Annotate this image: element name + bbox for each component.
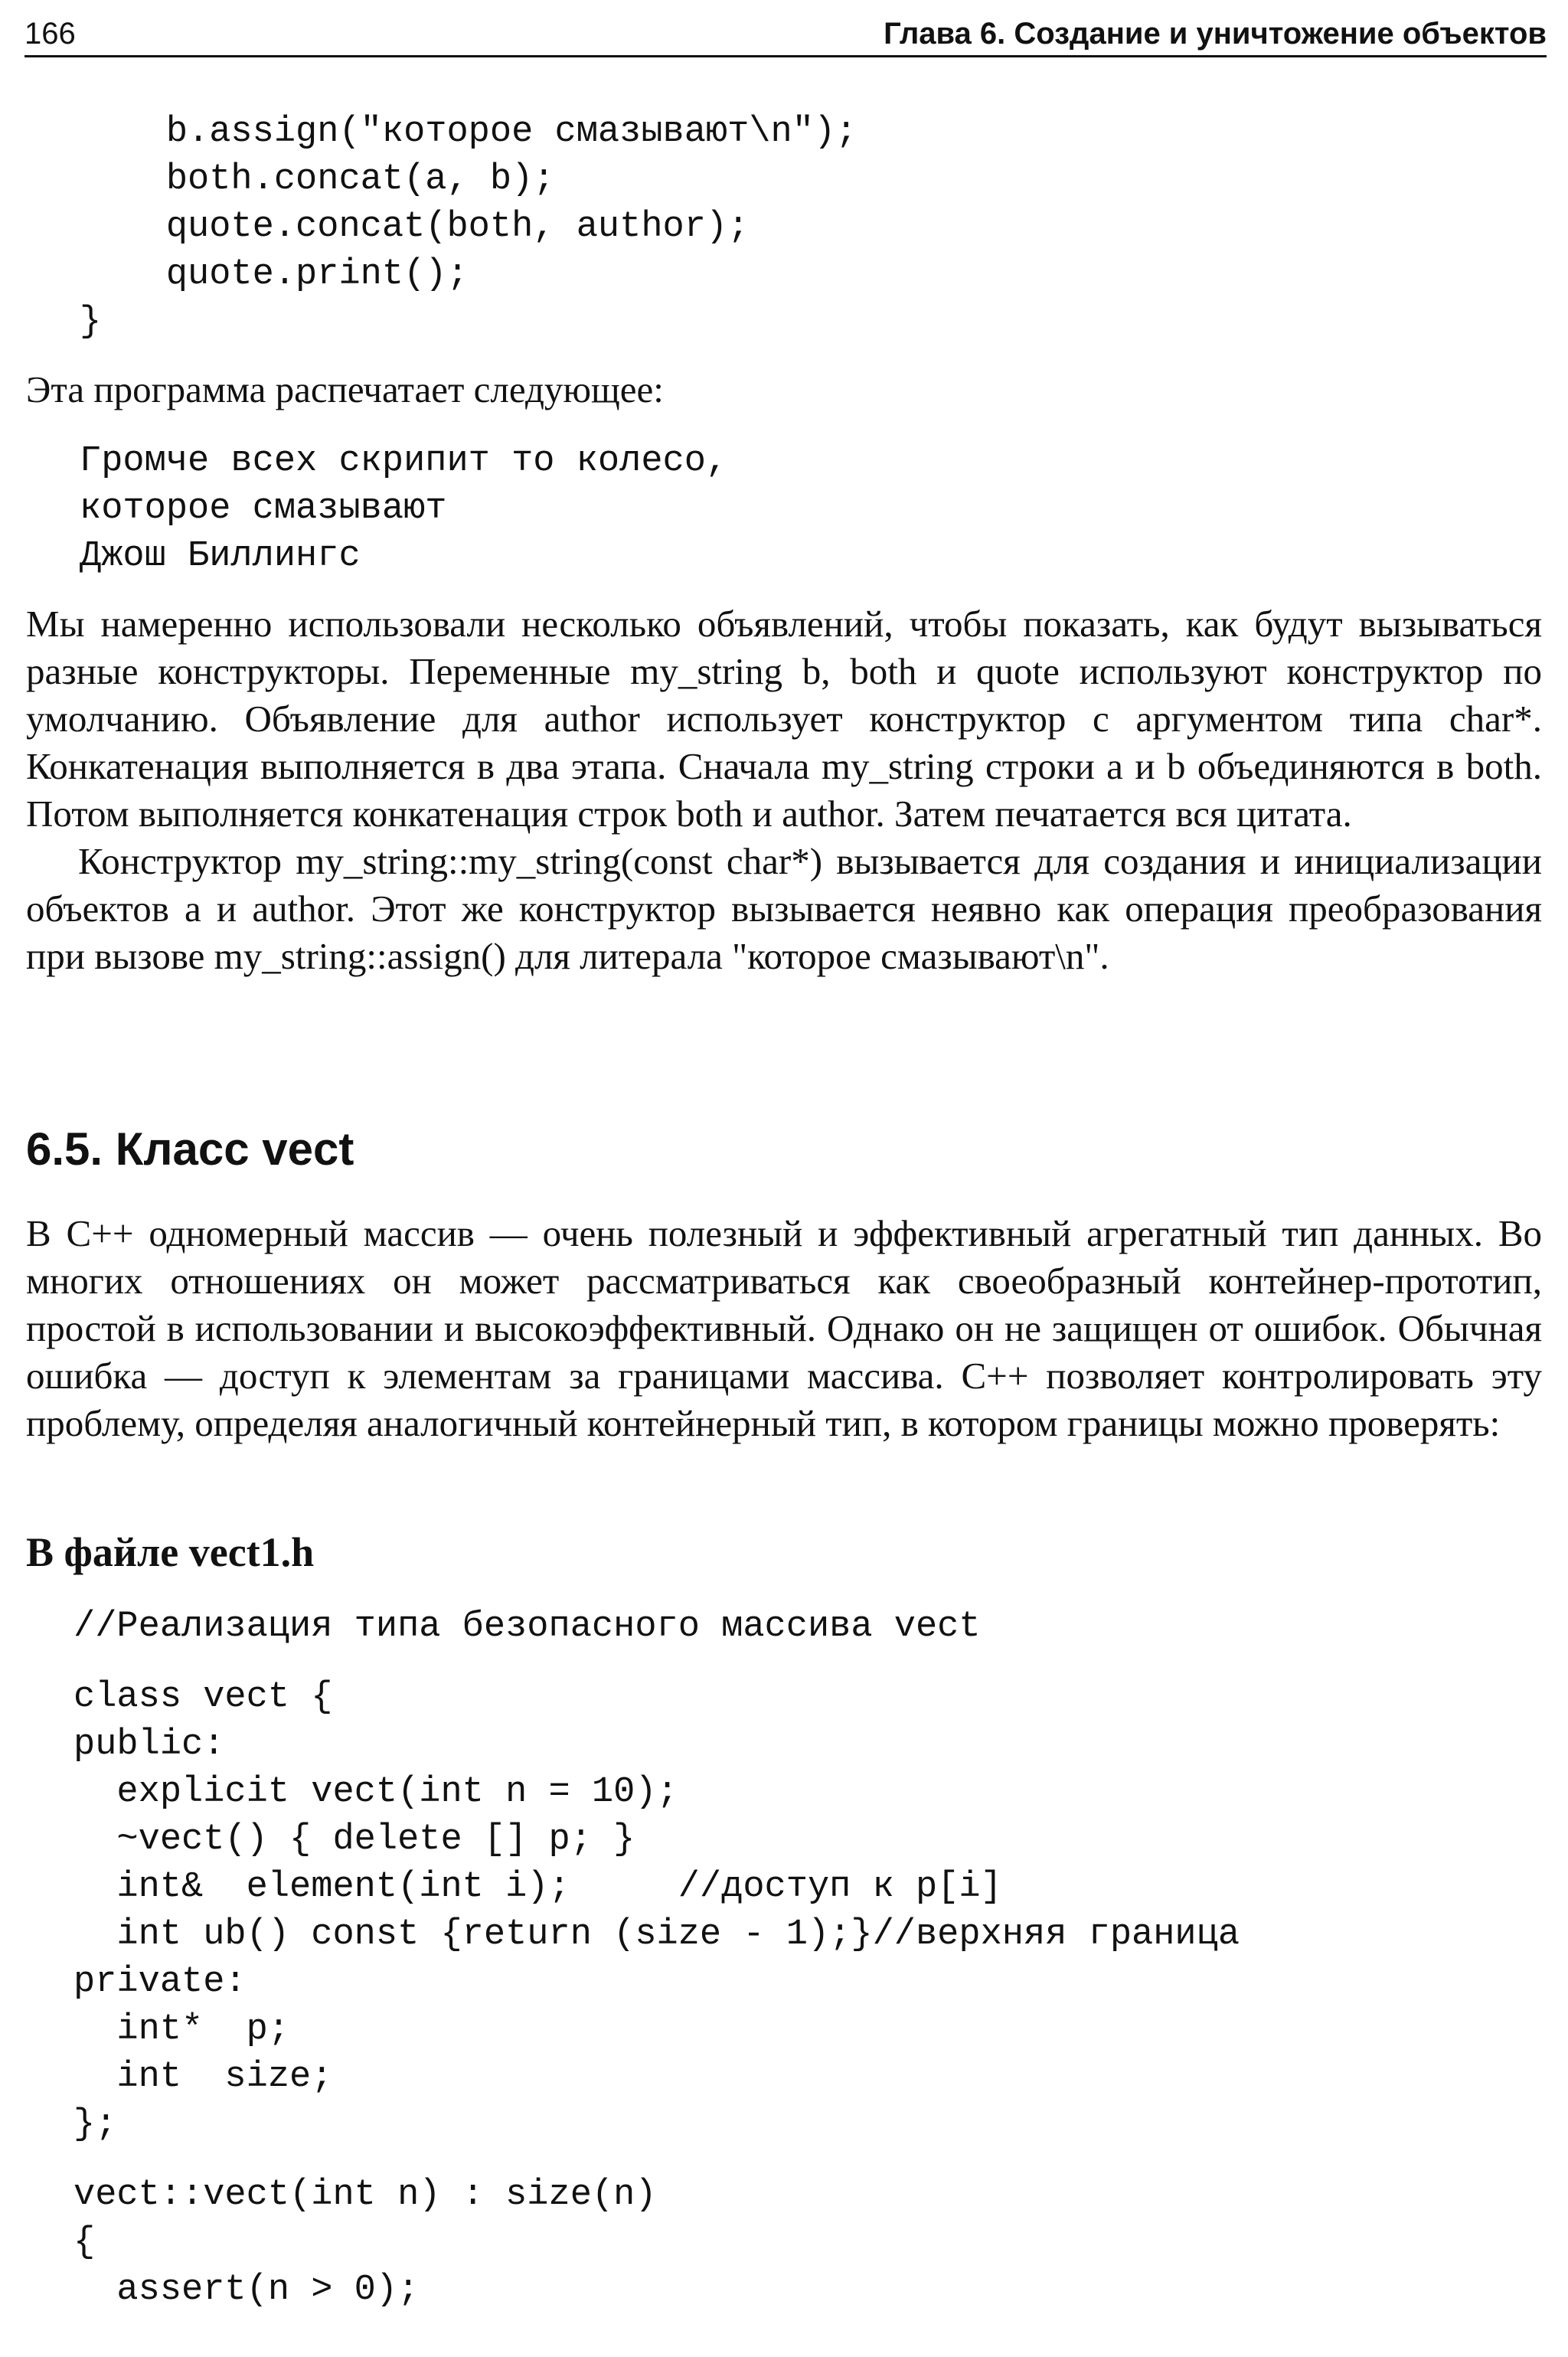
code-line: int* p; [74, 2009, 290, 2050]
code-line: vect::vect(int n) : size(n) [74, 2175, 657, 2215]
file-heading: В файле vect1.h [26, 1529, 315, 1575]
code-line: assert(n > 0); [74, 2270, 420, 2310]
code-line: both.concat(a, b); [80, 159, 555, 200]
code-line: quote.print(); [80, 254, 469, 295]
output-line: которое смазывают [80, 489, 447, 529]
paragraph-constructors: Мы намеренно использовали несколько объявлений, чтобы показать, как будут вызываться разные конструкторы. Переменные my_string b, both и quote используют конструктор по умолчанию. Объявление для author использует конструктор с аргументом типа char*. Конкатенация выполняется в два этапа. Сначала my_string строки a и b объединяются в both. Потом выполняется конкатенация строк both и author. Затем печатается вся цитата. [26, 603, 1542, 835]
code-line: int ub() const {return (size - 1);}//верхняя граница [74, 1914, 1240, 1955]
code-line: { [74, 2222, 96, 2263]
intro-sentence [26, 366, 1542, 414]
body-paragraph-vect [26, 1210, 1542, 1447]
code-ctor-block [74, 2172, 657, 2314]
page-number: 166 [24, 17, 76, 51]
code-comment: //Реализация типа безопасного массива vect [74, 1607, 981, 1647]
code-line: } [80, 302, 102, 342]
code-line: public: [74, 1724, 225, 1765]
code-line: class vect { [74, 1677, 333, 1718]
code-block-top [80, 109, 857, 346]
code-line: private: [74, 1962, 247, 2002]
code-line: int size; [74, 2057, 333, 2097]
code-line: quote.concat(both, author); [80, 207, 750, 247]
code-line: b.assign("которое смазывают\n"); [80, 112, 858, 152]
code-line: explicit vect(int n = 10); [74, 1772, 678, 1813]
program-output-block [80, 438, 727, 580]
paragraph-conversion: Конструктор my_string::my_string(const char*) вызывается для создания и инициализации объектов a и author. Этот же конструктор вызывается неявно как операция преобразования при вызове my_string::assign() для литерала "которое смазывают\n". [26, 840, 1542, 977]
code-comment-block [74, 1603, 981, 1651]
paragraph-vect-intro: В С++ одномерный массив — очень полезный и эффективный агрегатный тип данных. Во многих отношениях он может рассматриваться как своеобразный контейнер-прототип, простой в использовании и высокоэффективный. Однако он не защищен от ошибок. Обычная ошибка — доступ к элементам за границами массива. С++ позволяет контролировать эту проблему, определяя аналогичный контейнерный тип, в котором границы можно проверять: [26, 1212, 1542, 1444]
code-class-block [74, 1674, 1240, 2149]
running-header [24, 8, 1547, 57]
section-heading: 6.5. Класс vect [26, 1123, 354, 1175]
chapter-title: Глава 6. Создание и уничтожение объектов [884, 17, 1547, 51]
code-line: }; [74, 2104, 117, 2145]
output-line: Джош Биллингс [80, 536, 361, 577]
code-line: int& element(int i); //доступ к p[i] [74, 1867, 1002, 1908]
body-paragraphs-1 [26, 600, 1542, 980]
intro-text: Эта программа распечатает следующее: [26, 368, 664, 410]
output-line: Громче всех скрипит то колесо, [80, 441, 728, 482]
code-line: ~vect() { delete [] p; } [74, 1819, 635, 1860]
